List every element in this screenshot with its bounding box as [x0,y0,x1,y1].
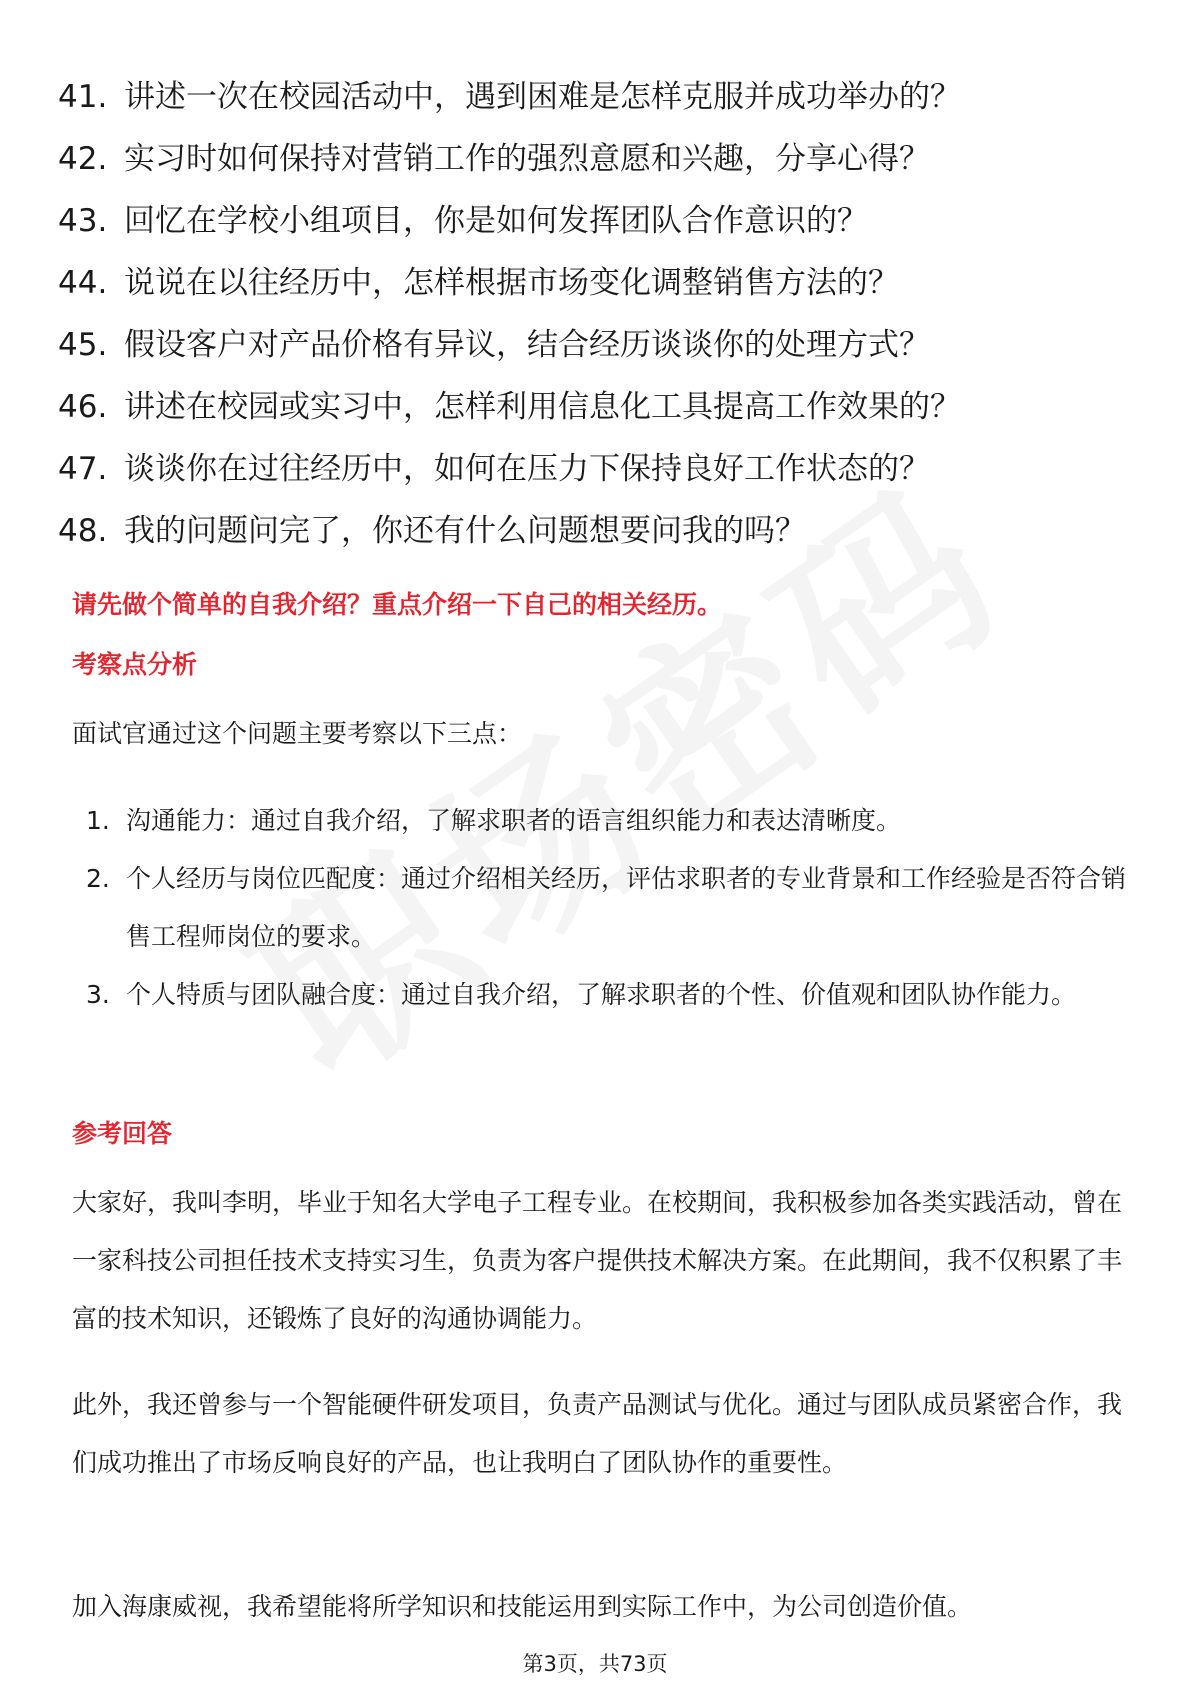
section-question-heading: 请先做个简单的自我介绍？重点介绍一下自己的相关经历。 [72,590,723,619]
question-list [58,66,1138,562]
question-text: 谈谈你在过往经历中，如何在压力下保持良好工作状态的？ [124,451,930,487]
page-number: 第3页，共73页 [522,1652,668,1676]
point-text: 个人经历与岗位匹配度：通过介绍相关经历，评估求职者的专业背景和工作经验是否符合销售工程师岗位的要求。 [126,864,1127,951]
question-number: 43. [58,203,108,239]
point-text: 个人特质与团队融合度：通过自我介绍，了解求职者的个性、价值观和团队协作能力。 [126,980,1077,1009]
point-number: 2. [86,864,110,893]
list-item [58,66,1138,128]
question-number: 41. [58,79,108,115]
question-number: 44. [58,265,108,301]
analysis-points [72,792,1132,1024]
question-text: 讲述一次在校园活动中，遇到困难是怎样克服并成功举办的？ [124,79,961,115]
question-text: 假设客户对产品价格有异议，结合经历谈谈你的处理方式？ [124,327,930,363]
question-number: 47. [58,451,108,487]
question-number: 42. [58,141,108,177]
question-text: 讲述在校园或实习中，怎样利用信息化工具提高工作效果的？ [124,389,961,425]
question-number: 45. [58,327,108,363]
list-item [72,966,1132,1024]
answer-heading: 参考回答 [72,1119,173,1148]
list-item [58,314,1138,376]
list-item [72,850,1132,966]
point-number: 3. [86,980,110,1009]
answer-paragraph: 加入海康威视，我希望能将所学知识和技能运用到实际工作中，为公司创造价值。 [72,1592,973,1621]
list-item [58,438,1138,500]
point-number: 1. [86,806,110,835]
question-number: 46. [58,389,108,425]
list-item [58,376,1138,438]
list-item [58,252,1138,314]
question-text: 回忆在学校小组项目，你是如何发挥团队合作意识的？ [124,203,868,239]
answer-paragraph: 大家好，我叫李明，毕业于知名大学电子工程专业。在校期间，我积极参加各类实践活动，曾在一家科技公司担任技术支持实习生，负责为客户提供技术解决方案。在此期间，我不仅积累了丰富的技术知识，还锻炼了良好的沟通协调能力。 [72,1188,1123,1333]
question-text: 说说在以往经历中，怎样根据市场变化调整销售方法的？ [124,265,899,301]
answer-paragraph: 此外，我还曾参与一个智能硬件研发项目，负责产品测试与优化。通过与团队成员紧密合作，我们成功推出了市场反响良好的产品，也让我明白了团队协作的重要性。 [72,1390,1123,1477]
question-text: 实习时如何保持对营销工作的强烈意愿和兴趣，分享心得？ [124,141,930,177]
list-item [72,792,1132,850]
list-item [58,190,1138,252]
point-text: 沟通能力：通过自我介绍，了解求职者的语言组织能力和表达清晰度。 [126,806,902,835]
list-item [58,128,1138,190]
analysis-heading: 考察点分析 [72,650,198,679]
list-item [58,500,1138,562]
question-text: 我的问题问完了，你还有什么问题想要问我的吗？ [124,513,806,549]
question-number: 48. [58,513,108,549]
analysis-intro: 面试官通过这个问题主要考察以下三点： [72,719,523,748]
